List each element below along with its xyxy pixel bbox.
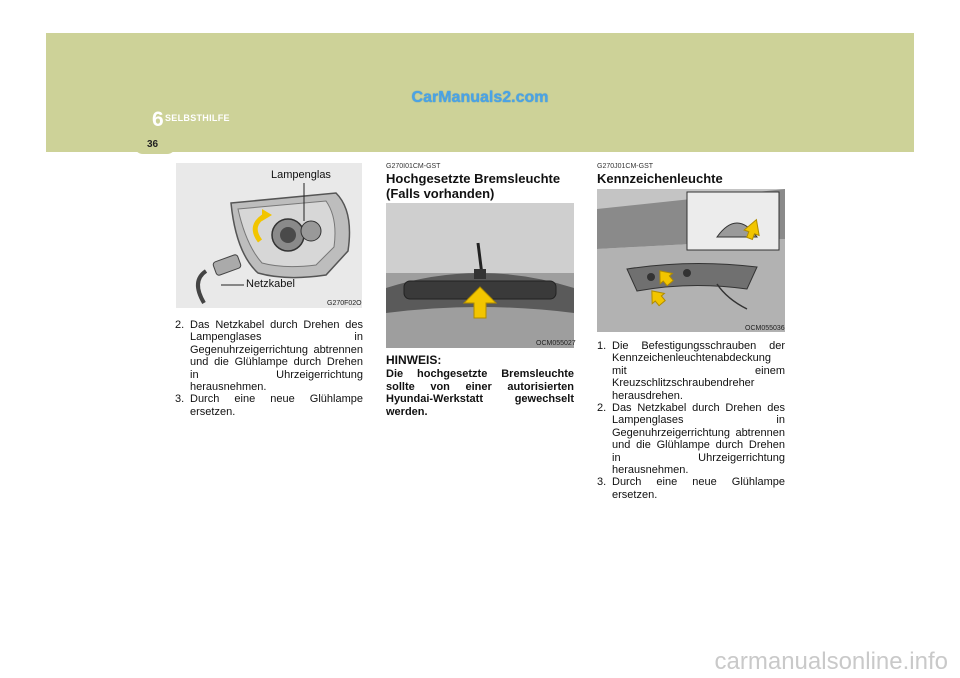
brake-light-figure (386, 203, 574, 348)
step-text: Die Befestigungsschrauben der Kennzeichenleuchtenabdeckung mit einem Kreuzschlitzschraubendreher herausdrehen. (612, 340, 785, 402)
footer-watermark[interactable]: carmanualsonline.info (714, 648, 948, 675)
step-number: 1. (597, 340, 607, 352)
step-number: 3. (175, 393, 185, 406)
plate-light-illustration (597, 189, 785, 332)
step-number: 2. (175, 319, 185, 331)
step-text: Das Netzkabel durch Drehen des Lampenglases in Gegenuhrzeigerrichtung abtrennen und die Glühlampe durch Drehen in Uhrzeigerrichtung herausnehmen. (190, 319, 363, 394)
section-code-3: G270J01CM-GST (597, 163, 654, 170)
chapter-name: SELBSTHILFE (165, 113, 230, 123)
step-text: Durch eine neue Glühlampe ersetzen. (612, 476, 785, 501)
steps-col1 (175, 319, 363, 418)
step-text: Durch eine neue Glühlampe ersetzen. (190, 393, 363, 418)
step-number: 3. (597, 476, 607, 489)
step-text: Das Netzkabel durch Drehen des Lampenglases in Gegenuhrzeigerrichtung abtrennen und die Glühlampe durch Drehen in Uhrzeigerrichtung herausnehmen. (612, 402, 785, 477)
plate-light-figure (597, 189, 785, 332)
brake-light-illustration (386, 203, 574, 348)
step-item (597, 476, 785, 501)
title-line-1: Hochgesetzte Bremsleuchte (386, 171, 561, 186)
section-title-2 (386, 171, 586, 201)
note-heading: HINWEIS: (386, 353, 442, 367)
steps-col3 (597, 340, 785, 501)
section-code-2: G270I01CM-GST (386, 163, 441, 170)
step-item (175, 319, 363, 393)
figure-code-2: OCM055027 (536, 340, 576, 347)
label-netzkabel: Netzkabel (246, 278, 295, 290)
note-body: Die hochgesetzte Bremsleuchte sollte von einer autorisierten Hyundai-Werkstatt gewechselt werden. (386, 368, 574, 418)
title-line-2: (Falls vorhanden) (386, 186, 495, 201)
figure-code-1: G270F02O (327, 300, 362, 307)
step-item (175, 393, 363, 418)
label-lampenglas: Lampenglas (271, 169, 331, 181)
chapter-number: 6 (152, 108, 164, 131)
step-item (597, 402, 785, 476)
step-item (597, 340, 785, 402)
step-number: 2. (597, 402, 607, 415)
figure-code-3: OCM055036 (745, 325, 785, 332)
section-title-3: Kennzeichenleuchte (597, 171, 723, 186)
page-number: 36 (147, 139, 159, 150)
watermark-top[interactable]: CarManuals2.com (411, 89, 549, 106)
